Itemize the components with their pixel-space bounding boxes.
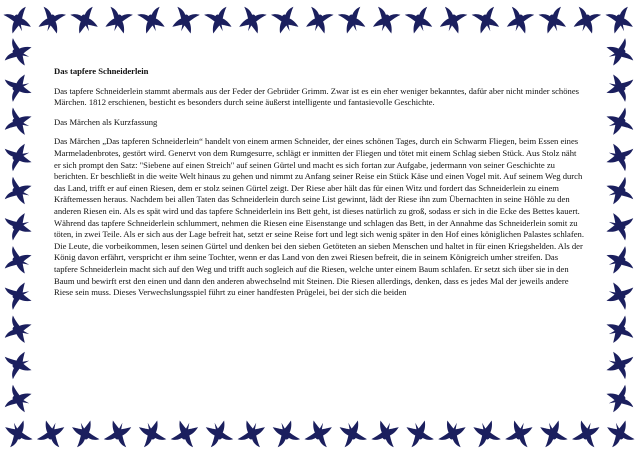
swallow-bird-icon	[438, 7, 468, 36]
swallow-bird-icon	[238, 419, 268, 448]
intro-paragraph: Das tapfere Schneiderlein stammt abermals aus der Feder der Gebrüder Grimm. Zwar ist es ein eher weniger bekanntes, dafür aber nicht minder schönes Märchen. 1812 erschienen, besticht es besonders durch seine äußerst intelligente und fantasievolle Geschichte.	[54, 85, 579, 108]
swallow-bird-icon	[304, 419, 334, 448]
swallow-bird-icon	[271, 7, 301, 36]
swallow-bird-icon	[605, 7, 635, 36]
swallow-bird-icon	[5, 177, 34, 207]
swallow-bird-icon	[137, 7, 167, 36]
swallow-bird-icon	[5, 385, 34, 415]
swallow-bird-icon	[37, 419, 67, 448]
swallow-bird-icon	[171, 419, 201, 448]
summary-paragraph: Das Märchen „Das tapferen Schneiderlein“ handelt von einem armen Schneider, der eines schönen Tages, durch ein Schwarm Fliegen, beim Essen eines Marmeladenbrotes, gestört wird. Genervt von dem Rumgesurre, schlägt er inmitten der Fliegen und tötet mit einem Schlag sieben Stück. Aus Stolz näht er sich prompt den Satz: "Siebene auf einen Streich" auf seinen Gürtel und macht es sich fortan zur Aufgabe, jedermann von seiner Geschichte zu berichten. Er beschließt in die weite Welt hinaus zu gehen und nimmt zu Anfang seiner Reise ein Stück Käse und einen Vogel mit. Auf seinem Weg durch das Land, trifft er auf einen Riesen, dem er stolz seinen Gürtel zeigt. Der Riese aber hält das für einen Witz und fordert das Schneiderlein zu einem Kräftemessen heraus. Nachdem bei allen Taten das Schneiderlein durch seine List gewinnt, lädt der Riese ihn zum Übernachten in seine Höhle zu den anderen Riesen ein. Als es spät wird und das tapfere Schneiderlein ins Bett geht, ist dieses natürlich zu groß, sodass er sich in die Ecke des Bettes kauert. Während das tapfere Schneiderlein schlummert, nehmen die Riesen eine Eisenstange und schlagen das Bett, in der Annahme das Schneiderlein somit zu töten, in zwei Teile. Als er sich aus der Lage befreit hat, setzt er seine Reise fort und legt sich wenig später in den Hof eines königlichen Palastes schlafen. Die Leute, die vorbeikommen, lesen seinen Gürtel und denken bei den sieben Getöteten an sieben Menschen und haltet in für einen Kriegshelden. Als der König davon erfährt, verspricht er ihm seine Tochter, wenn er das Land von den zwei Riesen befreit, die in seinem Königreich umher streifen. Das tapfere Schneiderlein macht sich auf den Weg und trifft auch sogleich auf die Riesen, welche unter einem Baum schlafen. Er setzt sich über sie in den Baum und bewirft erst den einen und dann den anderen abwechselnd mit Steinen. Die Riesen allerdings, denken, dass es jedes Mal der jeweils andere Riese sein muss. Dieses Verwechslungsspiel führt zu einer handfesten Prügelei, bei der sich die beiden	[54, 136, 584, 298]
section-heading: Das Märchen als Kurzfassung	[54, 116, 158, 127]
swallow-bird-icon	[605, 107, 634, 137]
swallow-bird-icon	[5, 107, 34, 137]
swallow-bird-icon	[104, 419, 134, 448]
swallow-bird-icon	[5, 315, 34, 345]
swallow-bird-icon	[605, 38, 634, 68]
swallow-bird-icon	[5, 349, 34, 379]
swallow-bird-icon	[5, 280, 34, 310]
swallow-bird-icon	[5, 38, 34, 68]
swallow-bird-icon	[605, 72, 634, 102]
swallow-bird-icon	[5, 246, 34, 276]
swallow-bird-icon	[572, 419, 602, 448]
swallow-bird-icon	[405, 7, 435, 36]
swallow-bird-icon	[137, 419, 167, 448]
swallow-bird-icon	[505, 419, 535, 448]
swallow-bird-icon	[203, 419, 233, 448]
swallow-bird-icon	[605, 315, 634, 345]
swallow-bird-icon	[5, 72, 34, 102]
swallow-bird-icon	[237, 7, 267, 36]
swallow-bird-icon	[3, 419, 33, 448]
swallow-bird-icon	[70, 419, 100, 448]
document-body	[54, 66, 584, 307]
swallow-bird-icon	[170, 7, 200, 36]
swallow-bird-icon	[605, 349, 634, 379]
swallow-bird-icon	[3, 7, 33, 36]
document-title: Das tapfere Schneiderlein	[54, 66, 149, 76]
swallow-bird-icon	[304, 7, 334, 36]
swallow-bird-icon	[571, 7, 601, 36]
swallow-bird-icon	[605, 419, 635, 448]
swallow-bird-icon	[204, 7, 234, 36]
swallow-bird-icon	[605, 385, 634, 415]
swallow-bird-icon	[605, 177, 634, 207]
swallow-bird-icon	[5, 141, 34, 171]
swallow-bird-icon	[605, 280, 634, 310]
swallow-bird-icon	[338, 7, 368, 36]
swallow-bird-icon	[70, 7, 100, 36]
swallow-bird-icon	[605, 246, 634, 276]
swallow-bird-icon	[371, 419, 401, 448]
swallow-bird-icon	[270, 419, 300, 448]
swallow-bird-icon	[5, 211, 34, 241]
swallow-bird-icon	[504, 7, 534, 36]
swallow-bird-icon	[472, 7, 502, 36]
swallow-bird-icon	[605, 211, 634, 241]
swallow-bird-icon	[539, 7, 569, 36]
swallow-bird-icon	[103, 7, 133, 36]
swallow-bird-icon	[404, 419, 434, 448]
swallow-bird-icon	[471, 419, 501, 448]
swallow-bird-icon	[538, 419, 568, 448]
swallow-bird-icon	[36, 7, 66, 36]
swallow-bird-icon	[337, 419, 367, 448]
swallow-bird-icon	[438, 419, 468, 448]
swallow-bird-icon	[371, 7, 401, 36]
swallow-bird-icon	[605, 141, 634, 171]
